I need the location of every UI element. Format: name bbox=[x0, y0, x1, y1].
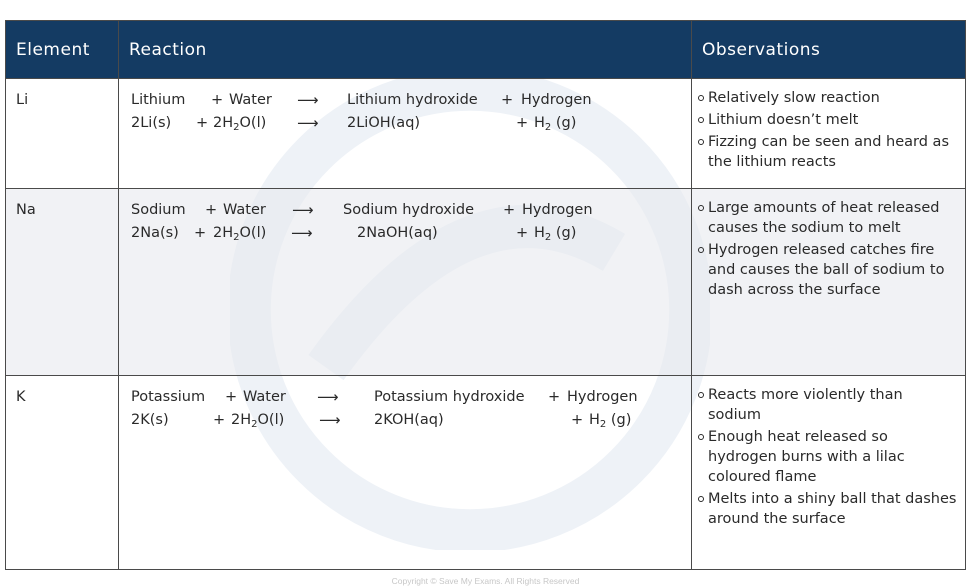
product-formula: 2LiOH(aq) bbox=[347, 115, 421, 131]
product-formula: 2NaOH(aq) bbox=[357, 225, 438, 241]
plus-sign: + bbox=[548, 389, 561, 405]
observation-item: Fizzing can be seen and heard as the lithium reacts bbox=[698, 132, 959, 172]
product-name: Potassium hydroxide bbox=[374, 389, 525, 405]
observation-item: Relatively slow reaction bbox=[698, 88, 959, 108]
reaction-cell bbox=[119, 79, 692, 189]
header-observations: Observations bbox=[692, 21, 966, 79]
product-formula bbox=[534, 223, 576, 243]
symbol-equation bbox=[131, 410, 681, 433]
element-cell: Li bbox=[6, 79, 119, 189]
formula-part: (g) bbox=[555, 225, 577, 241]
plus-sign: + bbox=[196, 115, 209, 131]
formula-part: H bbox=[589, 412, 600, 428]
reactant-formula bbox=[213, 113, 266, 133]
plus-sign: + bbox=[213, 412, 226, 428]
reaction-arrow: ⟶ bbox=[292, 201, 313, 219]
formula-subscript: 2 bbox=[599, 419, 607, 430]
symbol-equation bbox=[131, 113, 681, 136]
plus-sign: + bbox=[225, 389, 238, 405]
observations-cell bbox=[692, 79, 966, 189]
reaction-table bbox=[5, 20, 966, 570]
observation-item: Melts into a shiny ball that dashes around the surface bbox=[698, 489, 959, 529]
reactant-formula: 2Na(s) bbox=[131, 225, 179, 241]
table-header-row bbox=[6, 21, 966, 79]
observation-item: Enough heat released so hydrogen burns with a lilac coloured flame bbox=[698, 427, 959, 487]
product-name: Lithium hydroxide bbox=[347, 92, 478, 108]
reactant-formula: 2K(s) bbox=[131, 412, 169, 428]
reactant-name: Potassium bbox=[131, 389, 206, 405]
symbol-equation bbox=[131, 223, 681, 246]
formula-subscript: 2 bbox=[544, 232, 552, 243]
formula-subscript: 2 bbox=[251, 419, 258, 430]
plus-sign: + bbox=[516, 115, 529, 131]
observation-item: Lithium doesn’t melt bbox=[698, 110, 959, 130]
observations-cell bbox=[692, 376, 966, 570]
formula-part: O(l) bbox=[257, 412, 285, 428]
product-formula bbox=[589, 410, 631, 430]
formula-part: O(l) bbox=[239, 225, 267, 241]
reaction-arrow: ⟶ bbox=[291, 224, 312, 242]
formula-part: 2H bbox=[213, 225, 234, 241]
plus-sign: + bbox=[194, 225, 207, 241]
formula-part: H bbox=[534, 225, 545, 241]
table-row-lithium bbox=[6, 79, 966, 189]
element-cell: Na bbox=[6, 189, 119, 376]
product-name: Hydrogen bbox=[567, 389, 638, 405]
reaction-arrow: ⟶ bbox=[297, 91, 318, 109]
observation-item: Reacts more violently than sodium bbox=[698, 385, 959, 425]
reaction-cell bbox=[119, 189, 692, 376]
plus-sign: + bbox=[501, 92, 514, 108]
observations-cell bbox=[692, 189, 966, 376]
reactant-formula bbox=[213, 223, 266, 243]
header-reaction: Reaction bbox=[119, 21, 692, 79]
reactant-name: Lithium bbox=[131, 92, 186, 108]
reaction-arrow: ⟶ bbox=[317, 388, 338, 406]
word-equation bbox=[131, 200, 681, 223]
word-equation bbox=[131, 90, 681, 113]
formula-subscript: 2 bbox=[233, 232, 240, 243]
reactant-name: Water bbox=[229, 92, 272, 108]
product-formula bbox=[534, 113, 576, 133]
reactant-name: Water bbox=[243, 389, 286, 405]
table-row-potassium bbox=[6, 376, 966, 570]
copyright-notice: Copyright © Save My Exams. All Rights Reserved bbox=[391, 576, 580, 586]
reactant-formula: 2Li(s) bbox=[131, 115, 172, 131]
product-name: Hydrogen bbox=[521, 92, 592, 108]
product-name: Hydrogen bbox=[522, 202, 593, 218]
plus-sign: + bbox=[205, 202, 218, 218]
reactant-formula bbox=[231, 410, 284, 430]
formula-part: 2H bbox=[213, 115, 234, 131]
element-cell: K bbox=[6, 376, 119, 570]
word-equation bbox=[131, 387, 681, 410]
header-element: Element bbox=[6, 21, 119, 79]
reaction-cell bbox=[119, 376, 692, 570]
plus-sign: + bbox=[571, 412, 584, 428]
observation-item: Hydrogen released catches fire and causes the ball of sodium to dash across the surface bbox=[698, 240, 959, 300]
observation-item: Large amounts of heat released causes the sodium to melt bbox=[698, 198, 959, 238]
formula-subscript: 2 bbox=[233, 122, 240, 133]
formula-part: O(l) bbox=[239, 115, 267, 131]
reactant-name: Sodium bbox=[131, 202, 186, 218]
plus-sign: + bbox=[211, 92, 224, 108]
plus-sign: + bbox=[516, 225, 529, 241]
reactant-name: Water bbox=[223, 202, 266, 218]
reaction-arrow: ⟶ bbox=[297, 114, 318, 132]
formula-part: (g) bbox=[610, 412, 632, 428]
reaction-arrow: ⟶ bbox=[319, 411, 340, 429]
formula-part: 2H bbox=[231, 412, 252, 428]
plus-sign: + bbox=[503, 202, 516, 218]
product-formula: 2KOH(aq) bbox=[374, 412, 444, 428]
formula-subscript: 2 bbox=[544, 122, 552, 133]
table-row-sodium bbox=[6, 189, 966, 376]
formula-part: (g) bbox=[555, 115, 577, 131]
formula-part: H bbox=[534, 115, 545, 131]
product-name: Sodium hydroxide bbox=[343, 202, 475, 218]
